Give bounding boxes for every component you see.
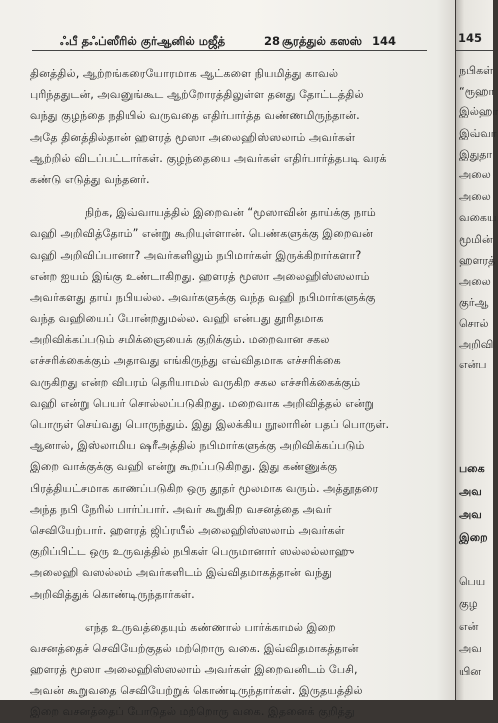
- next-page-fragment: இதுதா: [459, 148, 493, 161]
- text-line: இறை வாக்குக்கு வஹி என்று கூறப்படுகிறது. இது கண்ணுக்கு: [30, 460, 338, 474]
- body-text: [30, 63, 428, 723]
- next-page-fragment: அலை: [459, 190, 491, 203]
- text-line: செவியேற்பார். ஹளரத் ஜிப்ரயீல் அலைஹிஸ்ஸலாம் அவர்கள்: [30, 523, 345, 537]
- text-line: பொருள் செய்வது பொருந்தும். இது இலக்கிய நூலாரின் பதப் பொருள்.: [30, 418, 390, 431]
- text-line: எந்த உருவத்தையும் கண்ணால் பார்க்காமல் இறை: [85, 620, 336, 634]
- next-header-rule: [456, 50, 493, 51]
- book-title: ஃபீ தஃப்ஸீரில் குர்ஆனில் மஜீத்: [60, 34, 226, 48]
- next-page-fragment: குர்ஆ: [459, 296, 489, 309]
- text-line: அவர்களது தாய் நபியல்ல. அவர்களுக்கு வந்த வஹி நபிமார்களுக்கு: [30, 290, 376, 304]
- text-line: ஹளரத் மூஸா அலைஹிஸ்ஸலாம் அவர்கள் இறைவனிடம் பேசி,: [30, 663, 358, 677]
- text-line: புரிந்ததுடன், அவனுங்கூட ஆற்றோரத்திலுள்ள தனது தோட்டத்தில்: [30, 88, 364, 102]
- next-page-fragment: குழ: [459, 597, 478, 610]
- text-line: வந்து குழந்தை நதியில் வருவதை எதிர்பார்த்த வண்ணமிருந்தான்.: [30, 109, 360, 123]
- chapter-number: 28: [264, 34, 281, 48]
- next-page-fragment: சொல்: [459, 317, 489, 330]
- next-page-fragment: ஹளரத்: [459, 254, 496, 267]
- text-line: அலைஹி வஸல்லம் அவர்களிடம் இவ்விதமாகத்தான் வந்து: [30, 566, 332, 580]
- right-page-edge: [456, 0, 498, 700]
- text-line: நிற்க, இவ்வாயத்தில் இறைவன் “மூஸாவின் தாய்க்கு நாம்: [85, 206, 376, 220]
- text-line: வஹி என்று பெயர் சொல்லப்படுகிறது. மறைவாக அறிவித்தல் என்று: [30, 396, 375, 410]
- text-line: அந்த நபி நேரில் பார்ப்பார். அவர் கூறுகிற வசனத்தை அவர்: [30, 502, 332, 516]
- text-line: பிரத்தியட்சமாக காணப்படுகிற ஒரு தூதர் மூலமாக வரும். அத்தூதரை: [30, 481, 379, 495]
- text-line: அறிவிக்கப்படும் சமிக்ஞையைக் குறிக்கும். மறைவான சகல: [30, 333, 330, 347]
- text-line: எச்சரிக்கைக்கும் அதாவது எங்கிருந்து எவ்விதமாக எச்சரிக்கை: [30, 354, 341, 368]
- text-line: இறை வசனத்தைப் போடுதல் மற்றொரு வகை. இதனைக் குறித்து: [30, 705, 355, 719]
- text-line: வஹி அறிவிப்பானா? அவர்களிலும் நபிமார்கள் இருக்கிறார்களா?: [30, 248, 362, 262]
- next-page-fragment: பகை: [459, 462, 485, 475]
- next-page-fragment: என்: [459, 620, 479, 633]
- chapter-name: சூரத்துல் கஸஸ்: [282, 34, 363, 48]
- next-page-fragment: அவ: [459, 485, 482, 498]
- text-line: தினத்தில், ஆற்றங்கரையோரமாக ஆட்களை நியமித்து காவல்: [30, 67, 339, 80]
- text-line: வருகிறது என்ற விபரம் தெரியாமல் வருகிற சகல எச்சரிக்கைக்கும்: [30, 375, 361, 389]
- next-page-fragment: அவ: [459, 642, 482, 655]
- text-line: அதே தினத்தில்தான் ஹளரத் மூஸா அலைஹிஸ்ஸலாம் அவர்கள்: [30, 130, 356, 144]
- text-line: ஆற்றில் விடப்பட்டார்கள். குழந்தையை அவர்கள் எதிர்பார்த்தபடி வரக்: [30, 151, 387, 165]
- text-line: வசனத்தைச் செவியேற்குதல் மற்றொரு வகை. இவ்விதமாகத்தான்: [30, 641, 359, 655]
- paragraph-2: [30, 202, 428, 605]
- page-number: 144: [372, 34, 397, 48]
- text-line: கண்டு எடுத்து வந்தனர்.: [30, 172, 150, 186]
- next-page-fragment: “ரூஹா: [459, 85, 495, 98]
- text-line: வஹி அறிவித்தோம்” என்று கூறியுள்ளான். பெண்களுக்கு இறைவன்: [30, 227, 374, 241]
- next-page-fragment: அலை: [459, 275, 491, 288]
- paragraph-3: [30, 617, 428, 723]
- paragraph-1: [30, 63, 428, 190]
- text-line: ஆனால், இஸ்லாமிய ஷரீஅத்தில் நபிமார்களுக்கு அறிவிக்கப்படும்: [30, 439, 365, 453]
- next-page-fragment: என்ப: [459, 358, 487, 371]
- next-page-fragment: வகைய: [459, 211, 497, 224]
- next-page-fragment: யின: [459, 665, 481, 678]
- text-line: வந்த வஹியைப் போன்றதுமல்ல. வஹி என்பது தூரிதமாக: [30, 312, 324, 326]
- next-page-fragment: பெய: [459, 575, 486, 588]
- next-page-fragment: அறிவி: [459, 338, 494, 351]
- next-page-fragment: நபிகள்: [459, 64, 494, 77]
- running-header: [60, 34, 397, 50]
- next-page-fragment: இவ்வா: [459, 127, 497, 140]
- next-page-number: 145: [458, 31, 483, 45]
- next-page-fragment: மூமின்: [459, 233, 493, 246]
- next-page-fragment: அவ: [459, 508, 482, 521]
- text-line: குறிப்பிட்ட ஒரு உருவத்தில் நபிகள் பெருமானார் ஸல்லல்லாஹு: [30, 545, 355, 559]
- header-rule: [32, 50, 427, 51]
- text-line: அறிவித்துக் கொண்டிருந்தார்கள்.: [30, 587, 195, 601]
- text-line: என்ற ஐயம் இங்கு உண்டாகிறது. ஹளரத் மூஸா அலைஹிஸ்ஸலாம்: [30, 269, 370, 283]
- next-page-fragment: இறை: [459, 531, 488, 544]
- next-page-fragment: அலை: [459, 168, 491, 181]
- text-line: அவன் கூறுவதை செவியேற்றுக் கொண்டிருந்தார்கள். இருதயத்தில்: [30, 684, 363, 698]
- next-page-fragment: இல்ஹா: [459, 105, 498, 118]
